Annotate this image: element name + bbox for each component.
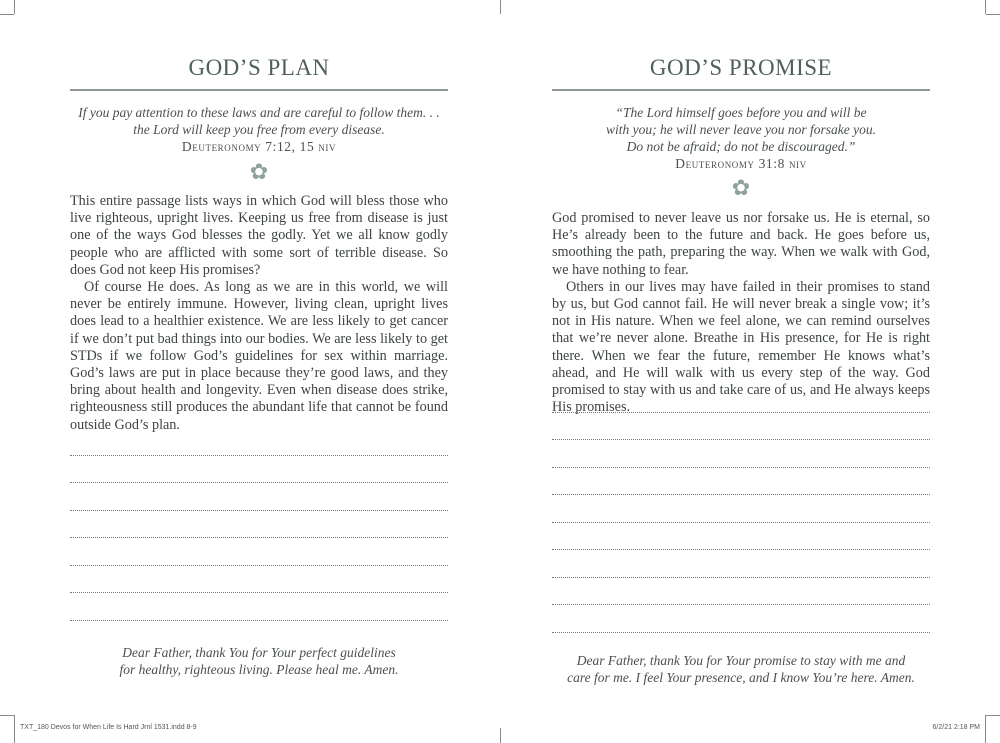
quote-line: with you; he will never leave you nor forsake you. xyxy=(606,122,876,137)
quote-line: Do not be afraid; do not be discouraged.” xyxy=(626,139,856,154)
flower-icon: ✿ xyxy=(249,160,269,185)
quote-line: “The Lord himself goes before you and will be xyxy=(615,105,867,120)
paragraph: God promised to never leave us nor forsake us. He is eternal, so He’s already been to the future and back. He goes before us, smoothing the path, preparing the way. When we walk with God, we have nothing to fear. xyxy=(552,210,930,278)
prayer-line: care for me. I feel Your presence, and I know You’re here. Amen. xyxy=(567,670,915,685)
quote-line: the Lord will keep you free from every disease. xyxy=(133,122,385,137)
paragraph: This entire passage lists ways in which God will bless those who live righteous, upright lives. Keeping us free from disease is just one of the ways God blesses the godly. Yet we all know godly people who are afflicted with some sort of terrible disease. So does God not keep His promises? xyxy=(70,193,448,278)
paragraph: Of course He does. As long as we are in this world, we will never be entirely immune. However, living clean, upright lives does lead to a healthier existence. We are less likely to get cancer if we don’t put bad things into our bodies. We are less likely to get STDs if we follow God’s guidelines for sex within marriage. God’s laws are put in place because they’re good laws, and they bring about health and longevity. Even when disease does strike, righteousness still produces the abundant life that cannot be found outside God’s plan. xyxy=(70,279,448,433)
journal-lines[interactable] xyxy=(70,428,448,621)
title-divider xyxy=(70,89,448,91)
prayer xyxy=(552,652,930,686)
footer-date: 6/2/21 2:18 PM xyxy=(932,724,980,731)
flower-icon: ✿ xyxy=(731,176,751,201)
page-title: GOD’S PROMISE xyxy=(649,55,833,80)
prayer-line: Dear Father, thank You for Your perfect guidelines xyxy=(122,645,396,660)
page-title: GOD’S PLAN xyxy=(188,55,330,80)
footer-filename: TXT_180 Devos for When Life Is Hard Jrnl 1531.indd 8-9 xyxy=(20,724,197,731)
quote-line: If you pay attention to these laws and are careful to follow them. . . xyxy=(78,105,440,120)
devotional-body xyxy=(70,193,448,434)
prayer-line: Dear Father, thank You for Your promise to stay with me and xyxy=(576,653,906,668)
journal-lines[interactable] xyxy=(552,385,930,633)
scripture-quote xyxy=(552,104,930,172)
title-divider xyxy=(552,89,930,91)
prayer-line: for healthy, righteous living. Please heal me. Amen. xyxy=(119,662,399,677)
prayer xyxy=(70,644,448,678)
scripture-quote xyxy=(70,104,448,155)
scripture-reference: Deuteronomy 7:12, 15 niv xyxy=(181,139,337,154)
paragraph: Others in our lives may have failed in their promises to stand by us, but God cannot fail. He will never break a single vow; it’s not in His nature. When we feel alone, we can remind ourselves that we’re never alone. Breathe in His presence, for He is right there. When we fear the future, remember He knows what’s ahead, and He will walk with us every step of the way. God promised to stay with us and take care of us, and He always keeps His promises. xyxy=(552,278,930,416)
scripture-reference: Deuteronomy 31:8 niv xyxy=(675,156,807,171)
